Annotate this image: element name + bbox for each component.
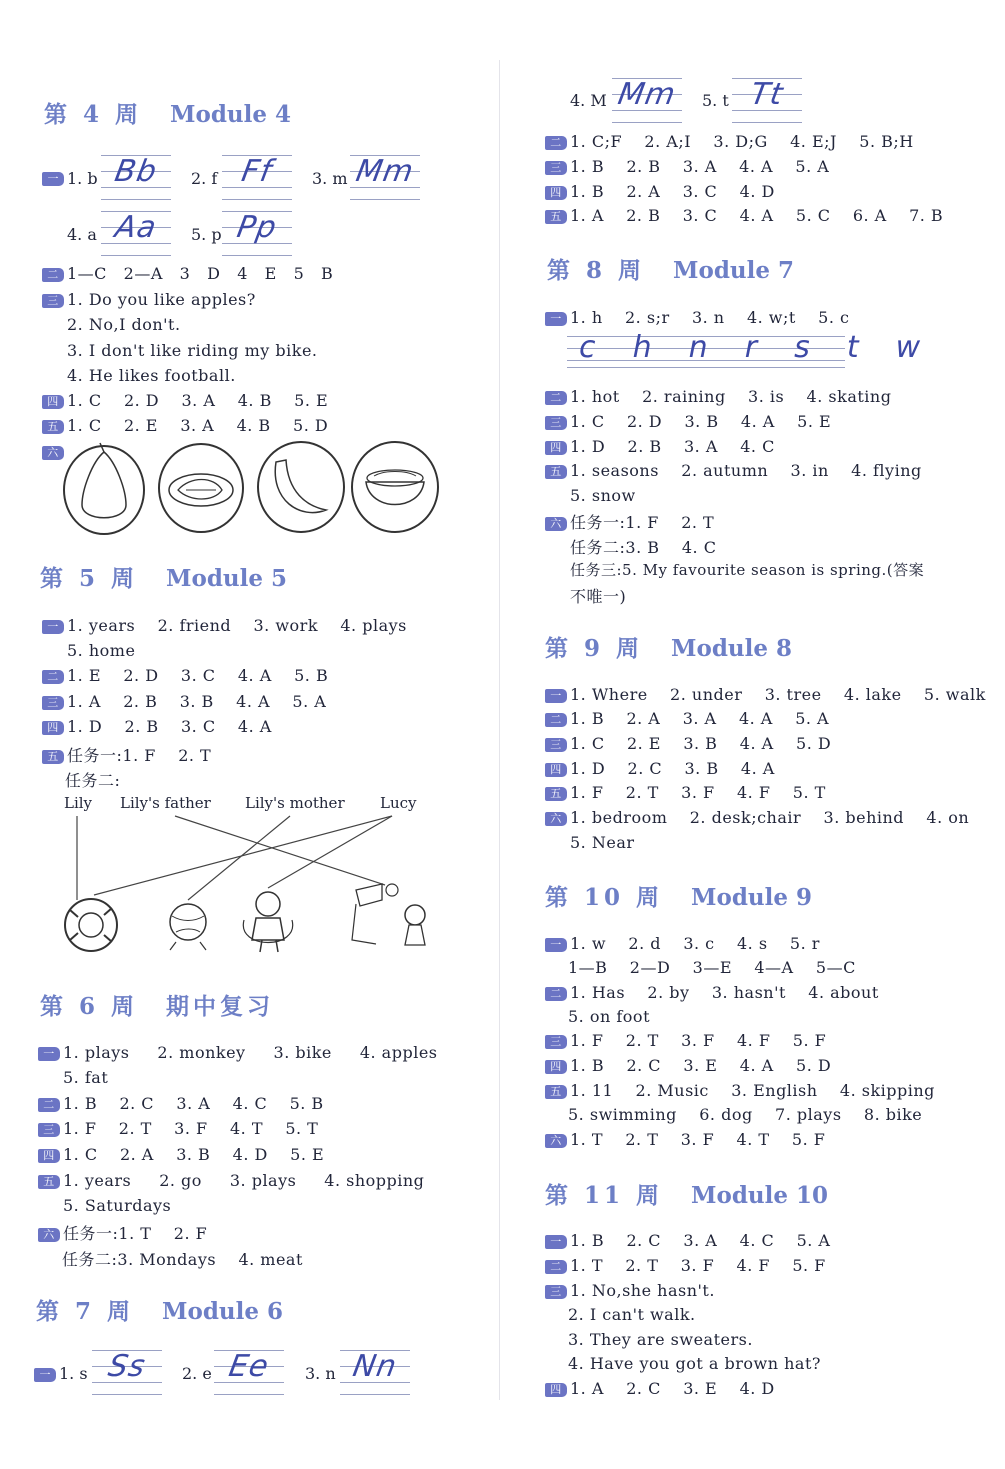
writing-label: 5. p [191,225,222,244]
w8-section-1: 一 1. h 2. s;r 3. n 4. w;t 5. c [545,308,849,327]
section-marker-2: 二 [545,987,567,1001]
w10-section-2: 二 1. Has 2. by 3. hasn't 4. about [545,983,879,1002]
handwriting-box: Ff [222,153,292,201]
handwriting-box: Ee [214,1348,284,1396]
w4-section-4: 四 1. C 2. D 3. A 4. B 5. E [42,391,328,410]
matching-lines [77,816,392,900]
w11-s3-line2: 2. I can't walk. [568,1305,696,1324]
week-label: 第 9 周 [545,635,644,662]
w10-s1-line2: 1—B 2—D 3—E 4—A 5—C [568,958,856,977]
person-lily-father: Lily's father [120,794,211,812]
w6-section-4: 四 1. C 2. A 3. B 4. D 5. E [38,1145,324,1164]
writing-label: 2. f [191,169,218,188]
w6-s1-line2: 5. fat [63,1068,109,1087]
w6-s6-line2: 任务二:3. Mondays 4. meat [62,1250,303,1269]
module-label: Module 9 [691,884,813,911]
section-marker-4: 四 [42,395,64,409]
w10-section-3: 三 1. F 2. T 3. F 4. F 5. F [545,1031,826,1050]
w10-section-4: 四 1. B 2. C 3. E 4. A 5. D [545,1056,831,1075]
w8-letter-writing [567,330,927,370]
writing-label: 3. n [305,1364,336,1383]
module-label: Module 5 [166,565,288,592]
week7-header [36,1293,283,1326]
handwriting-box: Aa [101,209,171,257]
w8-section-2: 二 1. hot 2. raining 3. is 4. skating [545,387,891,406]
section-marker-5: 五 [42,750,64,764]
w8-section-3: 三 1. C 2. D 3. B 4. A 5. E [545,412,831,431]
w10-s5-line2: 5. swimming 6. dog 7. plays 8. bike [568,1105,923,1124]
section-marker-2: 二 [545,1260,567,1274]
w11-s3-line3: 3. They are sweaters. [568,1330,753,1349]
w9-section-5: 五 1. F 2. T 3. F 4. F 5. T [545,783,826,802]
section-marker-5: 五 [545,210,567,224]
w11-section-2: 二 1. T 2. T 3. F 4. F 5. F [545,1256,826,1275]
section-marker-2: 二 [38,1098,60,1112]
section-marker-1: 一 [38,1047,60,1061]
section-marker-3: 三 [42,294,64,308]
handwriting-box: Bb [101,153,171,201]
section-marker-2: 二 [545,713,567,727]
w8-s6-line2: 任务二:3. B 4. C [570,538,717,557]
w11-section-3: 三 1. No,she hasn't. [545,1281,715,1300]
section-marker-3: 三 [545,161,567,175]
w8-section-5: 五 1. seasons 2. autumn 3. in 4. flying [545,461,922,480]
section-marker-5: 五 [545,1085,567,1099]
section-marker-1: 一 [42,620,64,634]
w9-section-1: 一 1. Where 2. under 3. tree 4. lake 5. walk [545,685,986,704]
section-marker-5: 五 [38,1175,60,1189]
handwriting-box: Nn [340,1348,410,1396]
week6-header [40,988,274,1021]
w5-section-5: 五 任务一:1. F 2. T [42,743,211,766]
section-marker-6: 六 [545,812,567,826]
handwriting-box: Ss [92,1348,162,1396]
section-marker-2: 二 [545,391,567,405]
writing-label: 1. b [67,169,98,188]
w9-section-3: 三 1. C 2. E 3. B 4. A 5. D [545,734,831,753]
section-marker-1: 一 [545,312,567,326]
section-marker-1: 一 [545,689,567,703]
swim-ring-picture [65,899,117,951]
boy-basketball-picture [352,884,425,945]
w4-s3-line3: 3. I don't like riding my bike. [67,341,318,360]
section-marker-5: 五 [545,465,567,479]
module-label: Module 4 [170,101,292,128]
section-marker-5: 五 [42,420,64,434]
w4-s3-line2: 2. No,I don't. [67,315,181,334]
handwriting-box: Mm [612,76,682,124]
section-marker-3: 三 [545,1285,567,1299]
w7-section-3: 三 1. B 2. B 3. A 4. A 5. A [545,157,829,176]
w6-s5-line2: 5. Saturdays [63,1196,172,1215]
w9-section-4: 四 1. D 2. C 3. B 4. A [545,759,775,778]
person-lily-mother: Lily's mother [245,794,345,812]
w6-section-3: 三 1. F 2. T 3. F 4. T 5. T [38,1119,318,1138]
section-marker-6: 六 [42,446,64,460]
section-marker-2: 二 [545,136,567,150]
w10-s2-line2: 5. on foot [568,1007,650,1026]
w5-s1-line2: 5. home [67,641,136,660]
section-marker-5: 五 [545,787,567,801]
w4-section-5: 五 1. C 2. E 3. A 4. B 5. D [42,416,328,435]
w8-section-6: 六 任务一:1. F 2. T [545,510,714,533]
week-label: 第 5 周 [40,565,139,592]
person-lucy: Lucy [380,794,417,812]
section-marker-4: 四 [545,763,567,777]
section-marker-4: 四 [38,1149,60,1163]
section-marker-2: 二 [42,670,64,684]
w5-s5-line2: 任务二: [65,771,121,790]
handwriting-box: Tt [732,76,802,124]
w7-section-5: 五 1. A 2. B 3. C 4. A 5. C 6. A 7. B [545,206,943,225]
handwriting-box: Pp [222,209,292,257]
section-marker-1: 一 [42,172,64,186]
week-label: 第 8 周 [547,257,646,284]
w8-s6-line3: 任务三:5. My favourite season is spring.(答案 [570,561,925,579]
w5-section-3: 三 1. A 2. B 3. B 4. A 5. A [42,692,326,711]
section-marker-4: 四 [545,1383,567,1397]
section-marker-4: 四 [545,1060,567,1074]
week-label: 第 7 周 [36,1298,135,1325]
section-marker-3: 三 [545,1035,567,1049]
week11-header [545,1177,828,1210]
w9-section-2: 二 1. B 2. A 3. A 4. A 5. A [545,709,829,728]
w4-section-2: 二 1—C 2—A 3 D 4 E 5 B [42,264,333,283]
w6-section-6: 六 任务一:1. T 2. F [38,1221,207,1244]
module-label: Module 8 [671,635,793,662]
module-label: 期中复习 [166,993,275,1020]
w7-section-4: 四 1. B 2. A 3. C 4. D [545,182,775,201]
week8-header [547,252,794,285]
week-label: 第 4 周 [44,101,143,128]
handwriting-box: Mm [350,153,420,201]
ball-picture [170,904,206,950]
w9-section-6: 六 1. bedroom 2. desk;chair 3. behind 4. on [545,808,969,827]
w4-s3-line4: 4. He likes football. [67,366,236,385]
section-marker-6: 六 [38,1228,60,1242]
module-label: Module 10 [691,1182,829,1209]
column-divider [499,60,500,1400]
section-marker-1: 一 [545,938,567,952]
w4-section-3: 三 1. Do you like apples? [42,290,256,309]
handwritten-letters: c h n r s t w [579,330,927,365]
section-marker-3: 三 [42,696,64,710]
w7-section-2: 二 1. C;F 2. A;I 3. D;G 4. E;J 5. B;H [545,132,914,151]
w10-section-5: 五 1. 11 2. Music 3. English 4. skipping [545,1081,935,1100]
section-marker-4: 四 [42,721,64,735]
w9-s6-line2: 5. Near [570,833,635,852]
section-marker-6: 六 [545,517,567,531]
section-marker-3: 三 [545,738,567,752]
module-label: Module 6 [162,1298,284,1325]
section-marker-4: 四 [545,441,567,455]
section-marker-1: 一 [34,1368,56,1382]
module-label: Module 7 [673,257,795,284]
w6-section-2: 二 1. B 2. C 3. A 4. C 5. B [38,1094,324,1113]
week9-header [545,630,792,663]
section-marker-2: 二 [42,268,64,282]
week-label: 第 6 周 [40,993,139,1020]
section-marker-3: 三 [38,1123,60,1137]
w8-section-4: 四 1. D 2. B 3. A 4. C [545,437,775,456]
w5-section-1: 一 1. years 2. friend 3. work 4. plays [42,616,407,635]
w11-section-1: 一 1. B 2. C 3. A 4. C 5. A [545,1231,830,1250]
writing-label: 3. m [312,169,348,188]
girl-skipping-picture [243,892,292,952]
writing-label: 2. e [182,1364,212,1383]
person-lily: Lily [64,794,93,812]
week-label: 第 10 周 [545,884,664,911]
week-label: 第 11 周 [545,1182,664,1209]
week10-header [545,879,812,912]
w6-section-1: 一 1. plays 2. monkey 3. bike 4. apples [38,1043,438,1062]
w5-section-2: 二 1. E 2. D 3. C 4. A 5. B [42,666,328,685]
w5-section-4: 四 1. D 2. B 3. C 4. A [42,717,272,736]
writing-label: 1. s [59,1364,88,1383]
w11-section-4: 四 1. A 2. C 3. E 4. D [545,1379,775,1398]
section-marker-3: 三 [545,416,567,430]
w6-section-5: 五 1. years 2. go 3. plays 4. shopping [38,1171,424,1190]
section-marker-6: 六 [545,1134,567,1148]
writing-label: 4. a [67,225,97,244]
writing-label: 5. t [702,91,729,110]
section-marker-1: 一 [545,1235,567,1249]
section-marker-4: 四 [545,186,567,200]
w11-s3-line4: 4. Have you got a brown hat? [568,1354,821,1373]
w8-s5-line2: 5. snow [570,486,636,505]
w10-section-1: 一 1. w 2. d 3. c 4. s 5. r [545,934,820,953]
writing-label: 4. M [570,91,607,110]
w8-s6-line4: 不唯一) [570,587,627,606]
w10-section-6: 六 1. T 2. T 3. F 4. T 5. F [545,1130,825,1149]
